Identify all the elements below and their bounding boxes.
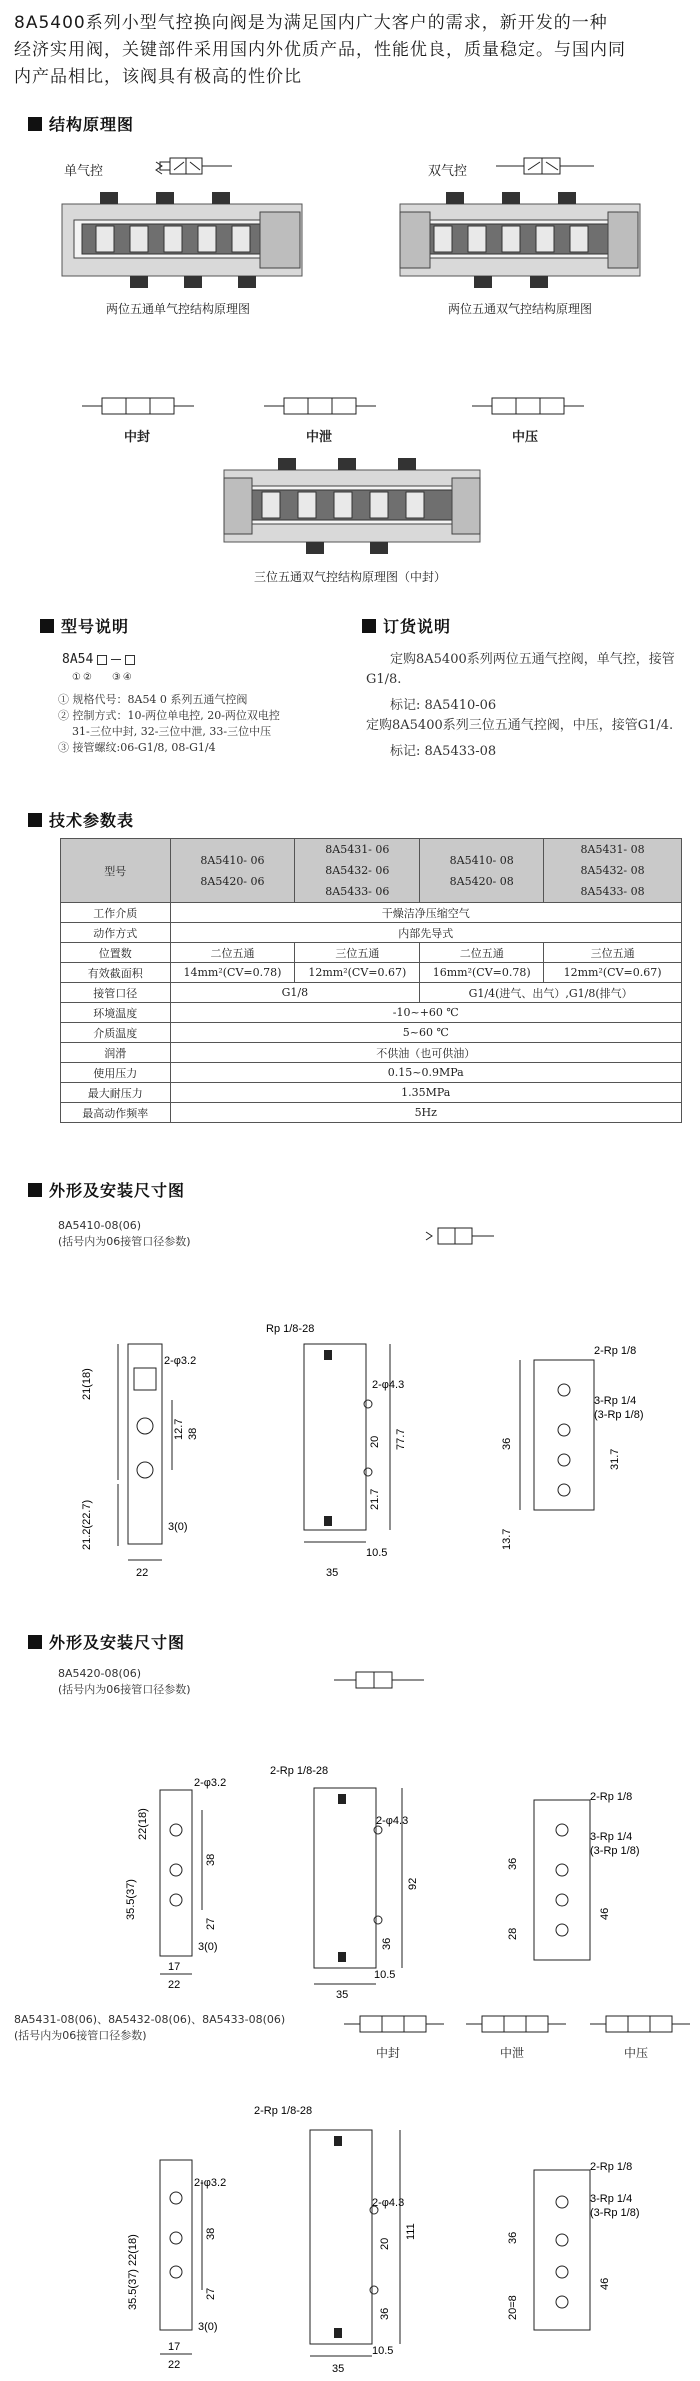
table-header-row: 型号 8A5410- 06 8A5420- 06 8A5431- 06 8A5432- 06 8A5433- 06 8A5410- 08 8A5420- 08 8A5431- 08 8A5432- 08 8A5433- 08 [61, 839, 682, 903]
dim3-d22: 35.5(37) 22(18) [127, 2234, 139, 2310]
table-row: 有效截面积 14mm²(CV=0.78) 12mm²(CV=0.67) 16mm²(CV=0.78) 12mm²(CV=0.67) [61, 963, 682, 983]
dim1-rp3: 3-Rp 1/4 [594, 1395, 637, 1407]
dim2-end-view-diagram [490, 1770, 660, 2000]
dim3-models: 8A5431-08(06)、8A5432-08(06)、8A5433-08(06) [14, 2013, 286, 2026]
dim2-model: 8A5420-08(06) [58, 1667, 142, 1680]
dim1-symbol-icon [420, 1218, 500, 1258]
dim2-rp2: 2-Rp 1/8 [590, 1791, 633, 1803]
dim3-rp: 2-Rp 1/8-28 [254, 2105, 313, 2117]
mark-1: ① [72, 672, 83, 683]
dim2-rp3: 3-Rp 1/4 [590, 1831, 633, 1843]
dim1-hole2: 2-φ4.3 [372, 1379, 405, 1391]
dim2-d27: 27 [205, 1917, 217, 1930]
order-code-2: 标记: 8A5433-08 [390, 744, 497, 759]
dim3-d35: 35 [332, 2363, 345, 2375]
dim3-symbol-exhaust-icon [462, 2010, 572, 2040]
table-row: 使用压力 0.15~0.9MPa [61, 1063, 682, 1083]
dim3-d27: 27 [205, 2287, 217, 2300]
dim2-heading [28, 1630, 185, 1653]
table-row: 位置数 二位五通 三位五通 二位五通 三位五通 [61, 943, 682, 963]
dim3-rp2: 2-Rp 1/8 [590, 2161, 633, 2173]
dim1-d35: 35 [326, 1567, 339, 1579]
dim1-d38: 38 [187, 1427, 199, 1440]
model-title: 型号说明 [61, 617, 130, 636]
model-note-2: ② 控制方式：10-两位单电控, 20-两位双电控 [58, 709, 280, 722]
code-box-icon [125, 655, 135, 665]
dim3-side-view-diagram [250, 2100, 430, 2376]
dim1-title: 外形及安装尺寸图 [49, 1181, 186, 1200]
dim3-d111: 111 [405, 2223, 417, 2240]
model-code-diagram [62, 652, 135, 667]
dim2-d22: 22(18) [137, 1808, 149, 1840]
three-position-cutaway-diagram [222, 452, 484, 562]
dim2-d36b: 36 [507, 1857, 519, 1870]
dim2-rp3b: (3-Rp 1/8) [590, 1845, 640, 1857]
dim1-side-view-diagram [260, 1320, 410, 1590]
dim1-d36: 36 [501, 1437, 513, 1450]
dim2-side-view-diagram [270, 1760, 430, 2000]
table-row: 环境温度 -10~+60 ℃ [61, 1003, 682, 1023]
center-pressure-symbol-icon [468, 390, 588, 424]
dim3-rp3b: (3-Rp 1/8) [590, 2207, 640, 2219]
dim3-label-pressure: 中压 [624, 2046, 649, 2060]
table-row: 润滑 不供油（也可供油） [61, 1043, 682, 1063]
dim3-d10_5: 10.5 [372, 2345, 394, 2357]
dim1-d22: 22 [136, 1567, 149, 1579]
dim1-end-view-diagram [490, 1320, 660, 1590]
structure-title: 结构原理图 [49, 115, 135, 134]
square-bullet-icon [362, 619, 376, 633]
dim3-d20b: 20=8 [507, 2295, 519, 2320]
dim1-d21_7: 21.7 [369, 1488, 381, 1510]
square-bullet-icon [28, 813, 42, 827]
single-control-cutaway-diagram [60, 186, 305, 296]
square-bullet-icon [28, 1635, 42, 1649]
dim2-d92: 92 [407, 1877, 419, 1890]
dim1-hole1: 2-φ3.2 [164, 1355, 197, 1367]
dim3-symbol-pressure-icon [586, 2010, 696, 2040]
order-title: 订货说明 [383, 617, 452, 636]
model-note-3: 31-三位中封, 32-三位中泄, 33-三位中压 [72, 725, 272, 738]
table-row: 动作方式 内部先导式 [61, 923, 682, 943]
dim3-d38: 38 [205, 2227, 217, 2240]
params-heading [28, 808, 134, 831]
dim3-hole1: 2-φ3.2 [194, 2177, 227, 2189]
dim2-d46: 46 [599, 1907, 611, 1920]
dim2-d17: 17 [168, 1961, 181, 1973]
single-control-symbol-icon [132, 148, 242, 184]
dim2-d10_5: 10.5 [374, 1969, 396, 1981]
double-control-symbol-icon [490, 148, 610, 184]
params-title: 技术参数表 [49, 811, 135, 830]
dim2-symbol-icon [330, 1664, 430, 1698]
table-row: 接管口径 G1/8 G1/4(进气、出气）,G1/8(排气） [61, 983, 682, 1003]
center-closed-symbol-icon [78, 390, 198, 424]
table-row: 最大耐压力 1.35MPa [61, 1083, 682, 1103]
dim1-d31_7: 31.7 [609, 1448, 621, 1470]
dim1-d13_7: 13.7 [501, 1528, 513, 1550]
dim2-d3: 3(0) [198, 1941, 218, 1953]
square-bullet-icon [40, 619, 54, 633]
hdr-model: 型号 [61, 839, 171, 903]
model-heading [40, 614, 129, 637]
dim2-hole1: 2-φ3.2 [194, 1777, 227, 1789]
dim3-d36: 36 [379, 2307, 391, 2320]
dim3-label-exhaust: 中泄 [500, 2046, 525, 2060]
double-control-label: 双气控 [428, 164, 468, 179]
order-para-2: 定购8A5400系列三位五通气控阀，中压，接管G1/4. [366, 718, 674, 733]
dim1-d10_5: 10.5 [366, 1547, 388, 1559]
intro-line-3: 内产品相比，该阀具有极高的性价比 [14, 67, 302, 87]
double-control-cutaway-diagram [398, 186, 643, 296]
dim3-d46: 46 [599, 2277, 611, 2290]
dim2-d35: 35.5(37) [125, 1879, 137, 1920]
dim1-d21: 21(18) [81, 1368, 93, 1400]
single-control-label: 单气控 [64, 164, 104, 179]
label-center-pressure: 中压 [512, 430, 539, 445]
order-heading [362, 614, 451, 637]
intro-text [14, 10, 690, 91]
dim3-note: (括号内为06接管口径参数) [14, 2029, 147, 2042]
dim1-rp: Rp 1/8-28 [266, 1323, 315, 1335]
dim3-d20: 20 [379, 2237, 391, 2250]
dim1-rp3b: (3-Rp 1/8) [594, 1409, 644, 1421]
caption-single-cutaway: 两位五通单气控结构原理图 [105, 302, 250, 316]
dim1-d3: 3(0) [168, 1521, 188, 1533]
structure-heading [28, 112, 134, 135]
spec-table [60, 838, 682, 1123]
square-bullet-icon [28, 117, 42, 131]
order-para-1: 定购8A5400系列两位五通气控阀，单气控，接管G1/8. [366, 652, 675, 687]
caption-double-cutaway: 两位五通双气控结构原理图 [447, 302, 592, 316]
dim1-d20: 20 [369, 1435, 381, 1448]
table-row: 最高动作频率 5Hz [61, 1103, 682, 1123]
dim2-rp: 2-Rp 1/8-28 [270, 1765, 329, 1777]
dim2-note: (括号内为06接管口径参数) [58, 1683, 191, 1696]
dim1-rp2: 2-Rp 1/8 [594, 1345, 637, 1357]
caption-three-position: 三位五通双气控结构原理图（中封） [253, 570, 446, 584]
dim2-title: 外形及安装尺寸图 [49, 1633, 186, 1652]
dim2-d22b: 22 [168, 1979, 181, 1991]
mark-4: ④ [122, 672, 134, 683]
dim3-label-closed: 中封 [376, 2046, 401, 2060]
dim2-d38: 38 [205, 1853, 217, 1866]
order-text [366, 650, 676, 762]
order-code-1: 标记: 8A5410-06 [390, 698, 497, 713]
model-code-text: 8A54 [62, 652, 94, 667]
dim3-d17: 17 [168, 2341, 181, 2353]
dim3-end-view-diagram [490, 2140, 660, 2370]
dim3-d36b: 36 [507, 2231, 519, 2244]
label-center-exhaust: 中泄 [306, 430, 333, 445]
dim2-d35b: 35 [336, 1989, 349, 2000]
dim3-rp3: 3-Rp 1/4 [590, 2193, 633, 2205]
dim1-d77: 77.7 [395, 1428, 407, 1450]
dim3-symbol-closed-icon [340, 2010, 450, 2040]
mark-2: ② [82, 672, 94, 683]
table-row: 介质温度 5~60 ℃ [61, 1023, 682, 1043]
dim3-d3: 3(0) [198, 2321, 218, 2333]
dim1-heading [28, 1178, 185, 1201]
dim3-hole2: 2-φ4.3 [372, 2197, 405, 2209]
dim3-d22b: 22 [168, 2359, 181, 2371]
table-row: 工作介质 干燥洁净压缩空气 [61, 903, 682, 923]
dim2-front-view-diagram [110, 1770, 240, 2000]
dim2-d28: 28 [507, 1927, 519, 1940]
model-note-4: ③ 接管螺纹:06-G1/8, 08-G1/4 [58, 741, 216, 754]
intro-line-2: 经济实用阀，关键部件采用国内外优质产品，性能优良，质量稳定。与国内同 [14, 40, 626, 60]
center-exhaust-symbol-icon [260, 390, 380, 424]
square-bullet-icon [28, 1183, 42, 1197]
dim1-model: 8A5410-08(06) [58, 1219, 142, 1232]
dim1-d21b: 21.2(22.7) [81, 1499, 93, 1550]
dim3-front-view-diagram [110, 2140, 250, 2376]
code-box-icon [97, 655, 107, 665]
dim2-d36: 36 [381, 1937, 393, 1950]
dim1-note: (括号内为06接管口径参数) [58, 1235, 191, 1248]
dim1-front-view-diagram [60, 1320, 210, 1590]
intro-line-1: 8A5400系列小型气控换向阀是为满足国内广大客户的需求，新开发的一种 [14, 13, 608, 33]
model-notes [58, 692, 348, 756]
label-center-closed: 中封 [124, 430, 151, 445]
model-note-1: ① 规格代号：8A54 0 系列五通气控阀 [58, 693, 248, 706]
dim2-hole2: 2-φ4.3 [376, 1815, 409, 1827]
dim1-d12_7: 12.7 [173, 1418, 185, 1440]
mark-3: ③ [111, 672, 123, 683]
model-code-marks [72, 672, 134, 683]
